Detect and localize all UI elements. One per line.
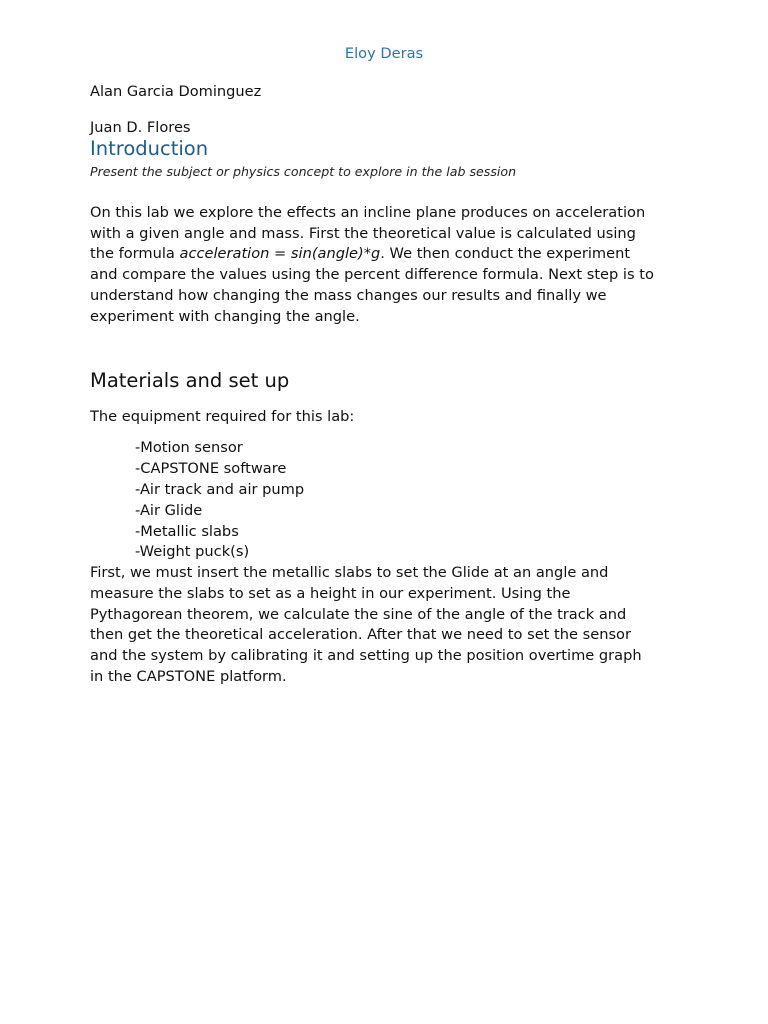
formula-text: acceleration = sin(angle)*g	[179, 245, 381, 262]
author-name: Alan Garcia Dominguez	[90, 83, 262, 100]
paragraph-line: Pythagorean theorem, we calculate the sine of the angle of the track and	[90, 606, 627, 623]
list-item: -Weight puck(s)	[135, 543, 250, 560]
author-name-primary: Eloy Deras	[344, 45, 424, 62]
section-heading-introduction: Introduction	[90, 137, 209, 160]
paragraph-line: and the system by calibrating it and setting up the position overtime graph	[90, 647, 642, 664]
paragraph-line: On this lab we explore the effects an incline plane produces on acceleration	[90, 204, 646, 221]
list-item: -Metallic slabs	[135, 523, 239, 540]
list-item: -Air Glide	[135, 502, 203, 519]
paragraph-line: understand how changing the mass changes our results and finally we	[90, 287, 607, 304]
formula-suffix: . We then conduct the experiment	[380, 245, 631, 262]
paragraph-line: First, we must insert the metallic slabs to set the Glide at an angle and	[90, 564, 609, 581]
paragraph-line: in the CAPSTONE platform.	[90, 668, 287, 685]
list-item: -CAPSTONE software	[135, 460, 287, 477]
paragraph-line: and compare the values using the percent difference formula. Next step is to	[90, 266, 654, 283]
list-item: -Motion sensor	[135, 439, 243, 456]
paragraph-line: measure the slabs to set as a height in our experiment. Using the	[90, 585, 571, 602]
list-item: -Air track and air pump	[135, 481, 305, 498]
materials-intro: The equipment required for this lab:	[90, 408, 355, 425]
paragraph-line: then get the theoretical acceleration. After that we need to set the sensor	[90, 626, 631, 643]
formula-prefix: the formula	[90, 245, 180, 262]
paragraph-line: with a given angle and mass. First the theoretical value is calculated using	[90, 225, 636, 242]
section-subtitle: Present the subject or physics concept to explore in the lab session	[90, 164, 517, 179]
author-name: Juan D. Flores	[90, 119, 191, 136]
section-heading-materials: Materials and set up	[90, 369, 290, 392]
paragraph-line-formula	[90, 243, 630, 264]
paragraph-line: experiment with changing the angle.	[90, 308, 360, 325]
